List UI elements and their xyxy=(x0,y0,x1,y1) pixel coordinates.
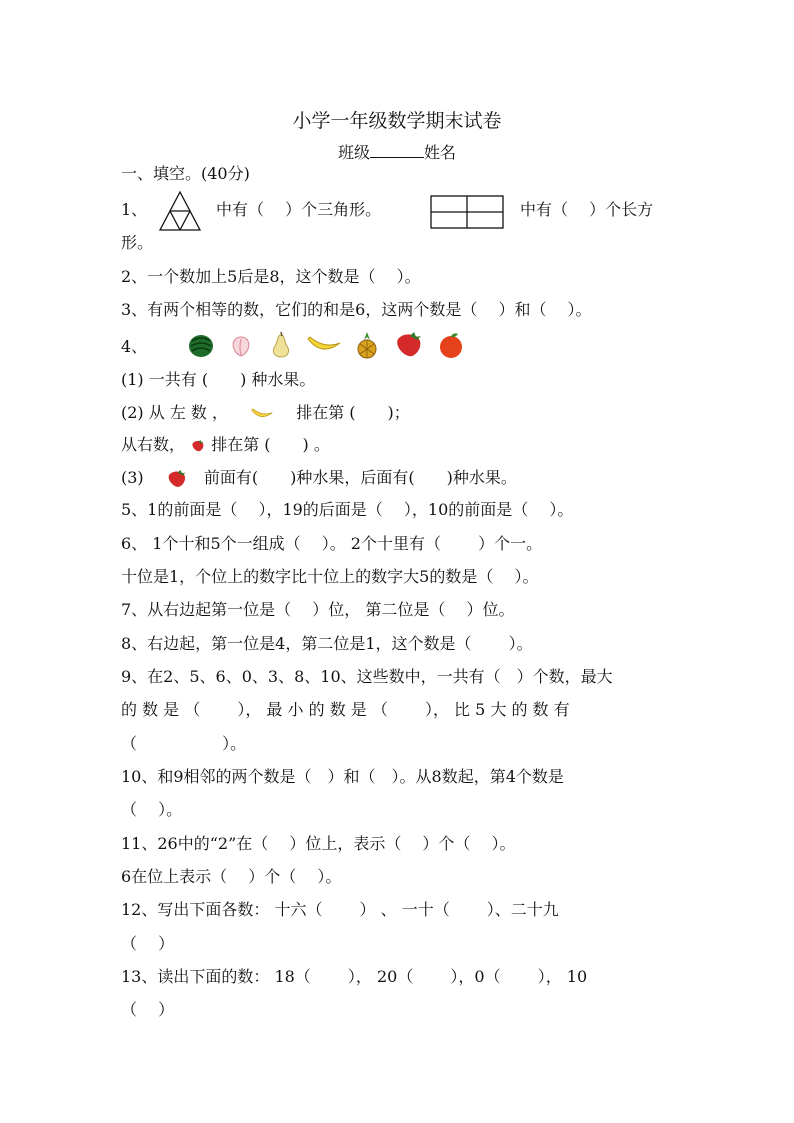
q12-line1: 12、写出下面各数： 十六（ ） 、 一十（ ）、二十九 xyxy=(121,900,559,919)
q4-part3-text: 前面有( )种水果，后面有( )种水果。 xyxy=(203,468,517,487)
q10-line2: （ ）。 xyxy=(121,800,183,819)
banana-icon xyxy=(247,405,277,423)
q4-part2-rank: 排在第 ( ) 。 xyxy=(211,435,330,454)
q8: 8、右边起，第一位是4，第二位是1，这个数是（ ）。 xyxy=(121,634,533,653)
q4-part2-right: 排在第 ( )； xyxy=(296,403,410,422)
q9-line1: 9、在2、5、6、0、3、8、10、这些数中，一共有（ ）个数，最大 xyxy=(121,667,613,686)
q13-line2: （ ） xyxy=(121,1000,175,1019)
pear-icon xyxy=(266,331,296,359)
rectangle-figure-icon xyxy=(430,195,504,229)
q2: 2、一个数加上5后是8，这个数是（ ）。 xyxy=(121,267,421,286)
q4-part3-num: (3) xyxy=(121,468,144,487)
q10-line1: 10、和9相邻的两个数是（ ）和（ ）。从8数起，第4个数是 xyxy=(121,767,564,786)
q1-part-c: 形。 xyxy=(121,233,154,252)
q12-line2: （ ） xyxy=(121,934,175,953)
q13-line1: 13、读出下面的数： 18（ ）， 20（ ），0（ ）， 10 xyxy=(121,967,588,986)
strawberry-icon xyxy=(392,331,426,359)
section-heading: 一、填空。(40分) xyxy=(121,164,250,183)
q4-part2-row2 xyxy=(121,435,330,455)
fruit-row xyxy=(186,331,466,359)
q1-part-b: 中有（ ）个长方 xyxy=(520,200,654,219)
q11-line2: 6在位上表示（ ）个（ ）。 xyxy=(121,867,342,886)
q4-part1: (1) 一共有 ( ) 种水果。 xyxy=(121,370,316,389)
q7: 7、从右边起第一位是（ ）位， 第二位是（ ）位。 xyxy=(121,600,515,619)
apple-icon xyxy=(436,331,466,359)
strawberry-icon xyxy=(190,438,206,454)
q3: 3、有两个相等的数，它们的和是6，这两个数是（ ）和（ ）。 xyxy=(121,300,592,319)
page-title: 小学一年级数学期末试卷 xyxy=(292,110,502,132)
class-blank[interactable] xyxy=(370,142,424,158)
q4-number: 4、 xyxy=(121,337,148,356)
q4-part3-row xyxy=(121,468,517,489)
name-label: 姓名 xyxy=(424,143,457,162)
q4-part2-left: (2) 从 左 数 ， xyxy=(121,403,229,422)
strawberry-icon xyxy=(165,469,189,489)
q5: 5、1的前面是（ ），19的后面是（ ），10的前面是（ ）。 xyxy=(121,500,574,519)
class-label: 班级 xyxy=(337,143,370,162)
class-name-line xyxy=(0,140,794,163)
q9-line3: （ ）。 xyxy=(121,734,247,753)
q6-line1: 6、 1个十和5个一组成（ ）。 2个十里有（ ）个一。 xyxy=(121,534,543,553)
q1-number: 1、 xyxy=(121,200,148,219)
banana-icon xyxy=(306,331,342,359)
watermelon-icon xyxy=(186,331,216,359)
pineapple-icon xyxy=(352,331,382,359)
peach-icon xyxy=(226,331,256,359)
q9-line2: 的 数 是 （ ）， 最 小 的 数 是 （ ）， 比 5 大 的 数 有 xyxy=(121,700,570,719)
q4-part2-row xyxy=(121,403,410,423)
q1-part-a: 中有（ ）个三角形。 xyxy=(216,200,382,219)
q11-line1: 11、26中的“2”在（ ）位上，表示（ ）个（ ）。 xyxy=(121,834,516,853)
triangle-figure-icon xyxy=(157,190,203,234)
q4-part2-from-right: 从右数， xyxy=(121,435,186,454)
q6-line2: 十位是1，个位上的数字比十位上的数字大5的数是（ ）。 xyxy=(121,567,539,586)
